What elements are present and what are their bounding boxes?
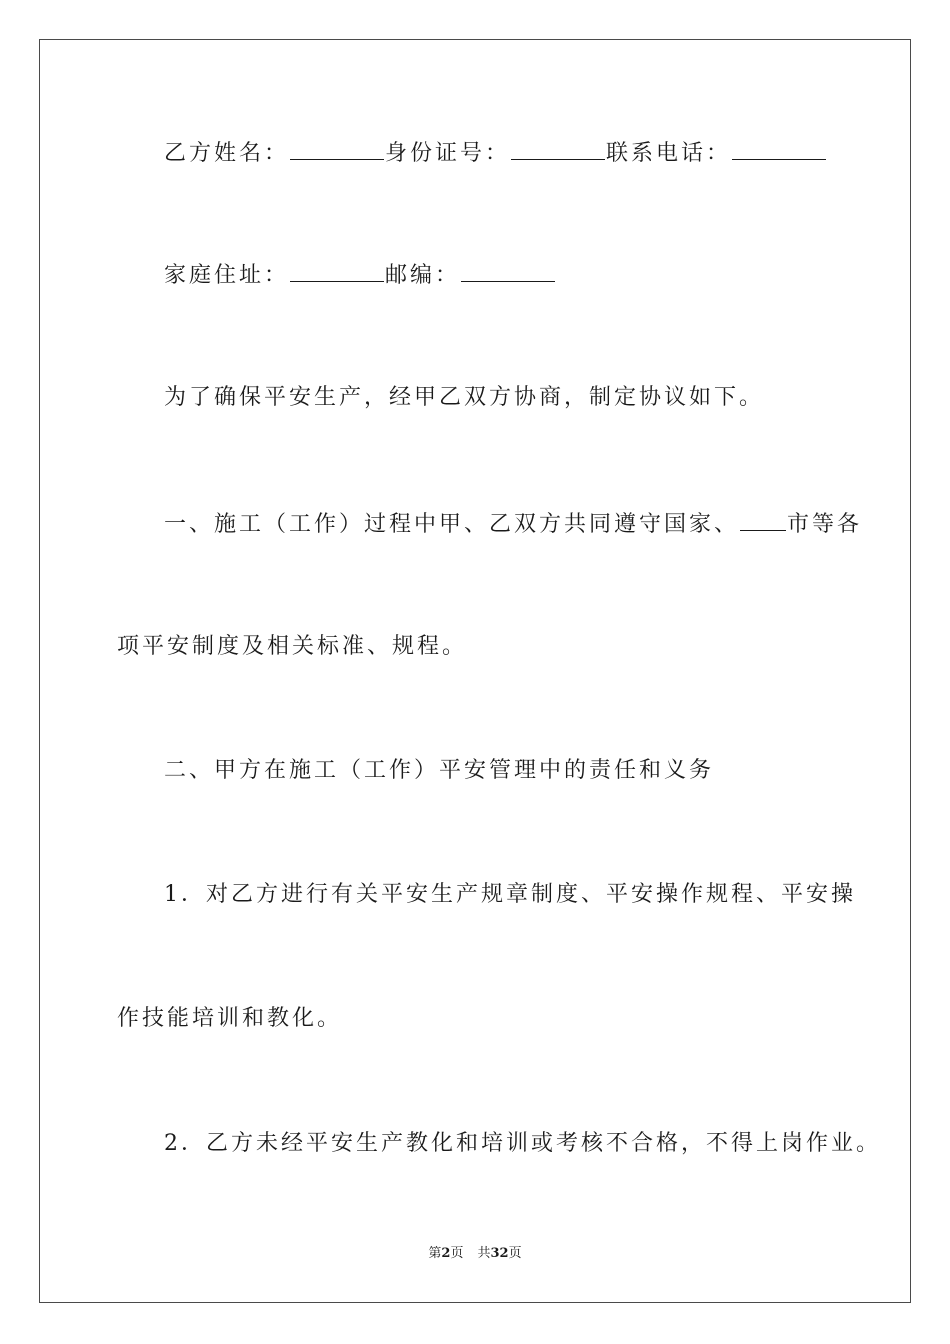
page-prefix: 第 [428, 1246, 442, 1261]
city-blank [740, 508, 786, 531]
total-prefix: 共 [477, 1246, 491, 1261]
address-label: 家庭住址： [164, 263, 290, 288]
total-suffix: 页 [508, 1246, 522, 1261]
page-total: 32 [490, 1246, 509, 1261]
page-footer [0, 1245, 950, 1263]
address-blank [290, 259, 384, 282]
clause-one-line-1 [164, 508, 862, 540]
clause-one-line-2: 项平安制度及相关标准、规程。 [117, 634, 468, 659]
item-two-line: 2．乙方未经平安生产教化和培训或考核不合格，不得上岗作业。 [164, 1131, 881, 1156]
party-b-name-label: 乙方姓名： [164, 141, 290, 166]
item-one-line-2: 作技能培训和教化。 [117, 1006, 343, 1031]
postcode-blank [461, 259, 555, 282]
page-border [39, 39, 911, 1303]
clause-two-heading: 二、甲方在施工（工作）平安管理中的责任和义务 [164, 758, 715, 783]
address-line [164, 259, 556, 291]
party-b-info-line [164, 137, 827, 169]
item-one-line-1: 1．对乙方进行有关平安生产规章制度、平安操作规程、平安操 [164, 882, 856, 907]
page-suffix: 页 [450, 1246, 464, 1261]
party-b-name-blank [290, 137, 384, 160]
phone-label: 联系电话： [606, 141, 732, 166]
id-number-label: 身份证号： [385, 141, 511, 166]
id-number-blank [511, 137, 605, 160]
clause-one-text-end: 市等各 [787, 512, 863, 537]
clause-one-text: 一、施工（工作）过程中甲、乙双方共同遵守国家、 [164, 512, 740, 537]
intro-paragraph: 为了确保平安生产，经甲乙双方协商，制定协议如下。 [164, 385, 765, 410]
postcode-label: 邮编： [385, 263, 461, 288]
phone-blank [732, 137, 826, 160]
page-current: 2 [441, 1246, 451, 1261]
